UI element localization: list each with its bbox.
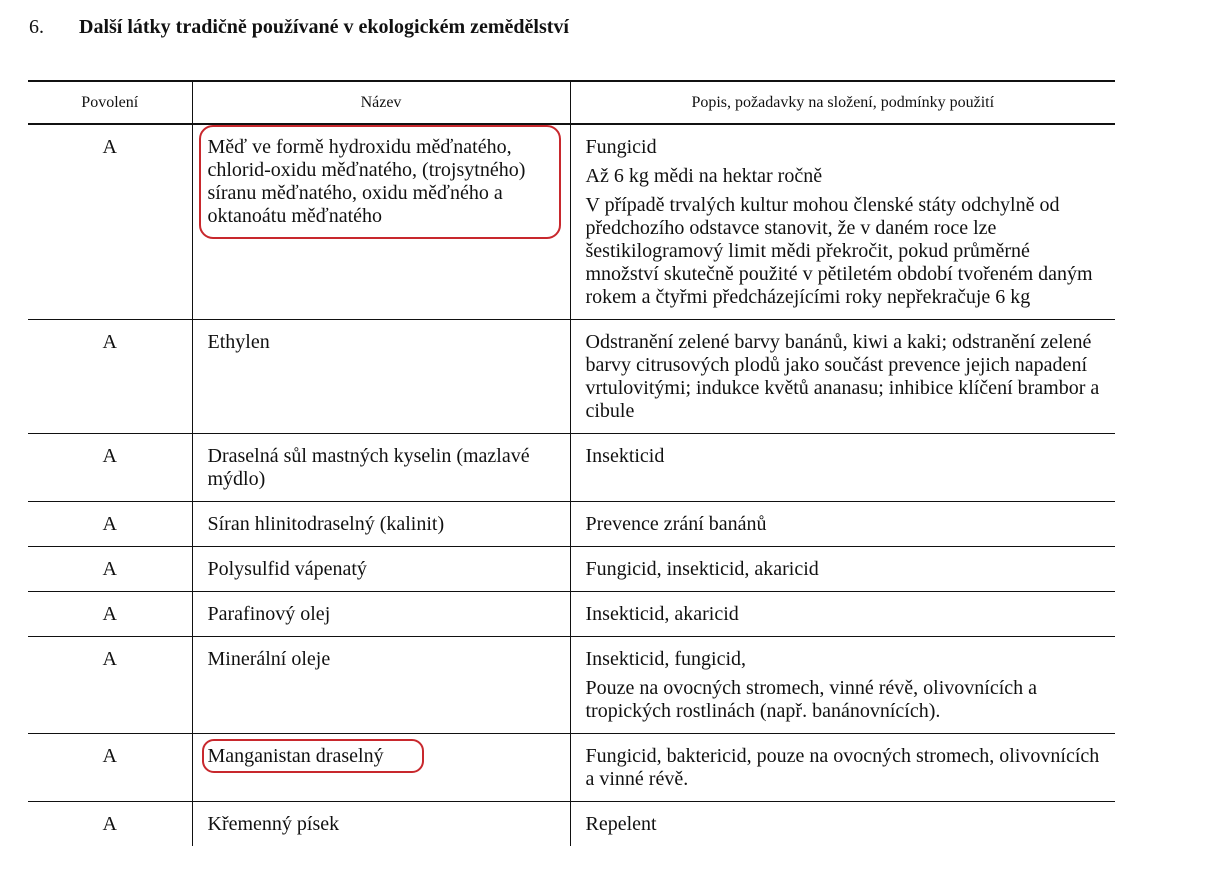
table-row: [28, 320, 1115, 434]
popis-line: Fungicid, insekticid, akaricid: [585, 558, 819, 580]
cell-popis: [570, 547, 1115, 592]
cell-popis: [570, 434, 1115, 502]
cell-povoleni: A: [28, 734, 192, 802]
table-header-row: [28, 81, 1115, 124]
header-povoleni: Povolení: [28, 81, 192, 124]
cell-popis: [570, 734, 1115, 802]
cell-povoleni: A: [28, 434, 192, 502]
cell-popis: [570, 320, 1115, 434]
popis-line: Insekticid: [585, 445, 665, 467]
cell-povoleni: A: [28, 124, 192, 320]
cell-povoleni: A: [102, 813, 117, 835]
cell-nazev: Polysulfid vápenatý: [192, 547, 570, 592]
popis-line: Insekticid, akaricid: [585, 603, 739, 625]
cell-nazev: [192, 734, 570, 802]
cell-povoleni: A: [28, 502, 192, 547]
header-nazev: Název: [192, 81, 570, 124]
popis-line: Až 6 kg mědi na hektar ročně: [585, 165, 823, 187]
table-row: [28, 547, 1115, 592]
cell-nazev: Parafinový olej: [192, 592, 570, 637]
cell-popis: [570, 502, 1115, 547]
popis-line: V případě trvalých kultur mohou členské státy odchylně od předchozího odstavce stanovit, že v daném roce lze šestikilogramový limit mědi překročit, pokud průměrné množství skutečně použité v pětiletém období tvořeném daným rokem a čtyřmi předcházejícími roky nepřekračuje 6 kg: [585, 194, 1093, 308]
section-number: 6.: [29, 16, 44, 38]
popis-line: Repelent: [585, 813, 657, 835]
nazev-text: Měď ve formě hydroxidu měďnatého, chlorid-oxidu měďnatého, (trojsytného) síranu měďnatého, oxidu měďného a oktanoátu měďnatého: [207, 136, 526, 227]
popis-line: Fungicid: [585, 136, 657, 158]
cell-popis: [570, 124, 1115, 320]
section-heading: [29, 16, 569, 39]
cell-povoleni: A: [28, 547, 192, 592]
substances-table: [28, 80, 1115, 846]
cell-nazev: Draselná sůl mastných kyselin (mazlavé mýdlo): [192, 434, 570, 502]
table-row: [28, 124, 1115, 320]
table-row: [28, 802, 1115, 847]
table-row: [28, 592, 1115, 637]
section-title: Další látky tradičně používané v ekologickém zemědělství: [79, 16, 569, 38]
cell-povoleni: A: [28, 592, 192, 637]
cell-nazev: Ethylen: [192, 320, 570, 434]
table-row: [28, 637, 1115, 734]
popis-line: Insekticid, fungicid,: [585, 648, 747, 670]
cell-nazev: [192, 124, 570, 320]
popis-line: Pouze na ovocných stromech, vinné révě, olivovnících a tropických rostlinách (např. banánovnících).: [585, 677, 1038, 722]
cell-popis: [570, 637, 1115, 734]
header-popis: Popis, požadavky na složení, podmínky použití: [570, 81, 1115, 124]
popis-line: Prevence zrání banánů: [585, 513, 767, 535]
table-row: [28, 502, 1115, 547]
table-row: [28, 734, 1115, 802]
popis-line: Fungicid, baktericid, pouze na ovocných stromech, olivovnících a vinné révě.: [585, 745, 1100, 790]
cell-nazev: Křemenný písek: [192, 802, 570, 847]
cell-povoleni: A: [28, 637, 192, 734]
cell-popis: [570, 802, 1115, 847]
cell-povoleni: A: [28, 320, 192, 434]
cell-nazev: Minerální oleje: [192, 637, 570, 734]
cell-popis: [570, 592, 1115, 637]
popis-line: Odstranění zelené barvy banánů, kiwi a kaki; odstranění zelené barvy citrusových plodů jako součást prevence jejich napadení vrtulovitými; indukce květů ananasu; inhibice klíčení brambor a cibule: [585, 331, 1100, 422]
cell-nazev: Síran hlinitodraselný (kalinit): [192, 502, 570, 547]
table-row: [28, 434, 1115, 502]
nazev-text: Manganistan draselný: [207, 745, 384, 767]
